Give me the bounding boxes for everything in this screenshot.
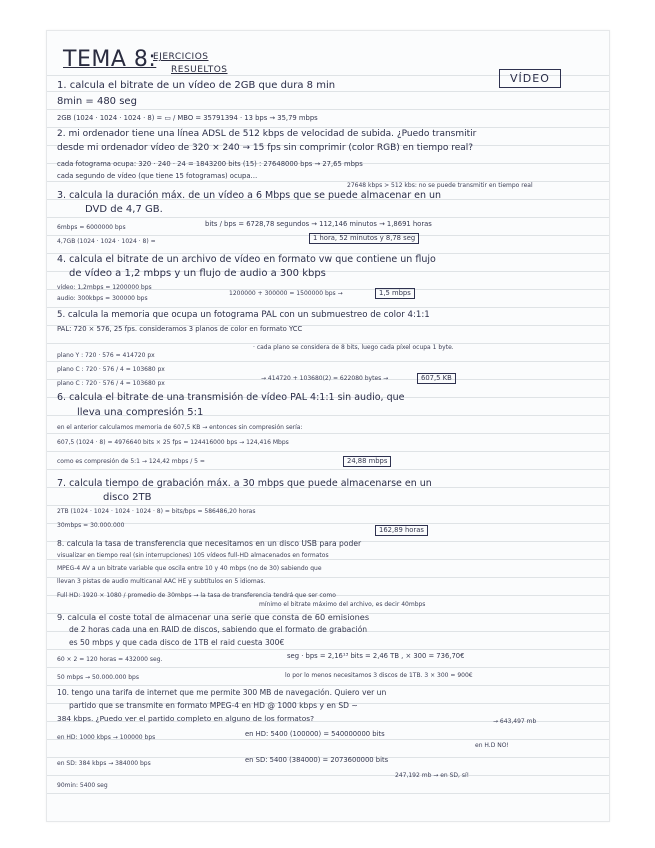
note-line: de 2 horas cada una en RAID de discos, sabiendo que el formato de grabación: [69, 625, 368, 634]
note-line: 2GB (1024 · 1024 · 1024 · 8) = ▭ / MBO = 35791394 · 13 bps → 35,79 mbps: [57, 114, 318, 122]
note-line: en H.D NO!: [475, 742, 509, 749]
note-line: 1200000 + 300000 = 1500000 bps →: [229, 290, 343, 297]
note-line: bits / bps = 6728,78 segundos → 112,146 minutos → 1,8691 horas: [205, 220, 432, 228]
note-line: → 414720 + 103680(2) = 622080 bytes →: [261, 375, 389, 382]
note-line: en HD: 5400 (100000) = 540000000 bits: [245, 730, 385, 738]
note-line: 27648 kbps > 512 kbs: no se puede transmitir en tiempo real: [347, 182, 533, 189]
note-line: plano C : 720 · 576 / 4 = 103680 px: [57, 366, 165, 373]
note-line: de vídeo a 1,2 mbps y un flujo de audio a 300 kbps: [69, 268, 326, 279]
note-line: 7. calcula tiempo de grabación máx. a 30 mbps que puede almacenarse en un: [57, 478, 432, 489]
note-line: audio: 300kbps = 300000 bps: [57, 295, 148, 302]
note-line: seg · bps = 2,16¹³ bits = 2,46 TB , × 300 = 736,70€: [287, 652, 465, 660]
note-line: 4. calcula el bitrate de un archivo de vídeo en formato vw que contiene un flujo: [57, 254, 436, 265]
note-line: 9. calcula el coste total de almacenar una serie que consta de 60 emisiones: [57, 612, 370, 622]
notebook-page: [46, 30, 610, 822]
note-line: en SD: 384 kbps → 384000 bps: [57, 760, 151, 767]
note-line: en el anterior calculamos memoria de 607,5 KB → entonces sin compresión sería:: [57, 424, 303, 431]
note-line: 247,192 mb → en SD, sí!: [395, 772, 470, 779]
note-line: cada segundo de vídeo (que tiene 15 fotogramas) ocupa…: [57, 172, 258, 180]
note-line: llevan 3 pistas de audio multicanal AAC HE y subtítulos en 5 idiomas.: [57, 578, 266, 585]
note-line: 6mbps = 6000000 bps: [57, 224, 126, 231]
note-line: → 643,497 mb: [493, 718, 537, 725]
page-subtitle-1: EJERCICIOS: [153, 52, 209, 62]
page-subtitle-2: RESUELTOS: [171, 65, 228, 75]
note-line: 1. calcula el bitrate de un vídeo de 2GB que dura 8 min: [57, 80, 336, 91]
note-line: 384 kbps. ¿Puedo ver el partido completo en alguno de los formatos?: [57, 714, 314, 723]
note-line: 50 mbps → 50.000.000 bps: [57, 674, 139, 681]
note-line: 8. calcula la tasa de transferencia que necesitamos en un disco USB para poder: [57, 539, 362, 548]
note-line: 607,5 (1024 · 8) = 4976640 bits × 25 fps = 124416000 bps → 124,416 Mbps: [57, 439, 289, 446]
note-line: mínimo el bitrate máximo del archivo, es decir 40mbps: [259, 601, 426, 608]
note-line: visualizar en tiempo real (sin interrupciones) 105 vídeos full-HD almacenados en formatos: [57, 552, 329, 559]
note-line: como es compresión de 5:1 → 124,42 mbps / 5 =: [57, 458, 205, 465]
note-line: 3. calcula la duración máx. de un vídeo a 6 Mbps que se puede almacenar en un: [57, 190, 442, 201]
note-line: desde mi ordenador vídeo de 320 × 240 → 15 fps sin comprimir (color RGB) en tiempo real?: [57, 143, 474, 153]
result-box: 162,89 horas: [375, 525, 428, 536]
section-tag: VÍDEO: [499, 69, 561, 88]
note-line: es 50 mbps y que cada disco de 1TB el raid cuesta 300€: [69, 638, 285, 647]
result-box: 24,88 mbps: [343, 456, 391, 467]
note-line: cada fotograma ocupa: 320 · 240 · 24 = 1843200 bits (15) : 27648000 bps → 27,65 mbps: [57, 160, 363, 168]
result-box: 1 hora, 52 minutos y 8,78 seg: [309, 233, 419, 244]
note-line: 4,7GB (1024 · 1024 · 1024 · 8) =: [57, 238, 156, 245]
note-line: lo por lo menos necesitamos 3 discos de 1TB. 3 × 300 = 900€: [285, 672, 473, 679]
note-line: en HD: 1000 kbps → 100000 bps: [57, 734, 156, 741]
note-line: en SD: 5400 (384000) = 2073600000 bits: [245, 756, 389, 764]
note-line: 30mbps = 30.000.000: [57, 522, 125, 529]
note-line: 6. calcula el bitrate de una transmisión de vídeo PAL 4:1:1 sin audio, que: [57, 392, 405, 403]
note-line: 60 × 2 = 120 horas = 432000 seg.: [57, 656, 163, 663]
note-line: lleva una compresión 5:1: [77, 407, 204, 418]
note-line: partido que se transmite en formato MPEG-4 en HD @ 1000 kbps y en SD ~: [69, 701, 358, 710]
result-box: 1,5 mbps: [375, 288, 415, 299]
page-title: TEMA 8:: [63, 47, 157, 72]
note-line: 8min = 480 seg: [57, 96, 137, 107]
note-line: MPEG-4 AV a un bitrate variable que oscila entre 10 y 40 mbps (no de 30) sabiendo que: [57, 565, 322, 572]
note-line: 5. calcula la memoria que ocupa un fotograma PAL con un submuestreo de color 4:1:1: [57, 310, 430, 320]
note-line: · cada plano se considera de 8 bits, luego cada píxel ocupa 1 byte.: [253, 344, 454, 351]
note-line: 2. mi ordenador tiene una línea ADSL de 512 kbps de velocidad de subida. ¿Puedo transmitir: [57, 129, 477, 139]
note-line: 2TB (1024 · 1024 · 1024 · 1024 · 8) = bits/bps = 586486,20 horas: [57, 508, 256, 515]
note-line: disco 2TB: [103, 492, 152, 503]
note-line: plano Y : 720 · 576 = 414720 px: [57, 352, 155, 359]
result-box: 607,5 KB: [417, 373, 456, 384]
note-line: 10. tengo una tarifa de internet que me permite 300 MB de navegación. Quiero ver un: [57, 688, 387, 697]
note-line: 90min: 5400 seg: [57, 782, 108, 789]
note-line: Full HD: 1920 × 1080 / promedio de 30mbps → la tasa de transferencia tendrá que ser como: [57, 592, 336, 599]
note-line: vídeo: 1,2mbps = 1200000 bps: [57, 284, 152, 291]
note-line: DVD de 4,7 GB.: [85, 204, 163, 215]
note-line: plano C : 720 · 576 / 4 = 103680 px: [57, 380, 165, 387]
note-line: PAL: 720 × 576, 25 fps. consideramos 3 planos de color en formato YCC: [57, 325, 303, 333]
